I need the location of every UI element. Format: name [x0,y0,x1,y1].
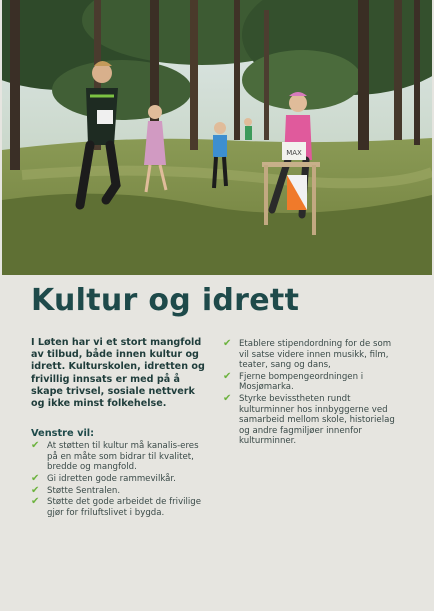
list-item-text: Støtte Sentralen. [47,485,121,496]
list-item [31,441,211,473]
checkmark-icon: ✔ [31,484,40,496]
checkmark-icon: ✔ [31,440,40,452]
list-item [223,339,398,371]
intro-paragraph: I Løten har vi et stort mangfold av tilbud, både innen kultur og idrett. Kulturskolen, idretten og frivillig innsats er med på å skape trivsel, sosiale nettverk og ikke minst folkehelse. [31,337,205,410]
left-column [31,337,211,519]
control-sign-text: MAX [286,149,302,157]
list-item [223,372,398,393]
hero-photo [2,0,432,275]
checkmark-icon: ✔ [31,496,40,508]
list-item [223,394,398,447]
list-item-text: At støtten til kultur må kanalis-eres på en måte som bidrar til kvalitet, bredde og mangfold. [47,441,199,473]
right-checklist [223,339,398,447]
checkmark-icon: ✔ [223,338,232,349]
list-item-text: Gi idretten gode rammevilkår. [47,474,176,484]
list-item [31,486,211,497]
list-item-text: Støtte det gode arbeidet de frivilige gjør for friluftslivet i bygda. [47,497,202,518]
list-item-text: Fjerne bompengeordningen i Mosjømarka. [239,371,364,393]
checkmark-icon: ✔ [223,392,232,404]
page-title: Kultur og idrett [31,283,300,318]
orienteering-forest-photo [2,0,432,275]
checkmark-icon: ✔ [31,473,40,484]
list-item-text: Etablere stipendordning for de som vil satse videre innen musikk, film, teater, sang og dans, [239,339,392,371]
left-checklist [31,441,211,518]
list-item [31,474,211,485]
right-column [223,337,398,448]
section-subheading: Venstre vil: [31,428,95,440]
checkmark-icon: ✔ [223,370,232,382]
list-item [31,497,211,518]
list-item-text: Styrke bevisstheten rundt kulturminner hos innbyggerne ved samarbeid mellom skole, historielag og andre fagmiljøer innenfor kulturminner. [239,393,395,447]
